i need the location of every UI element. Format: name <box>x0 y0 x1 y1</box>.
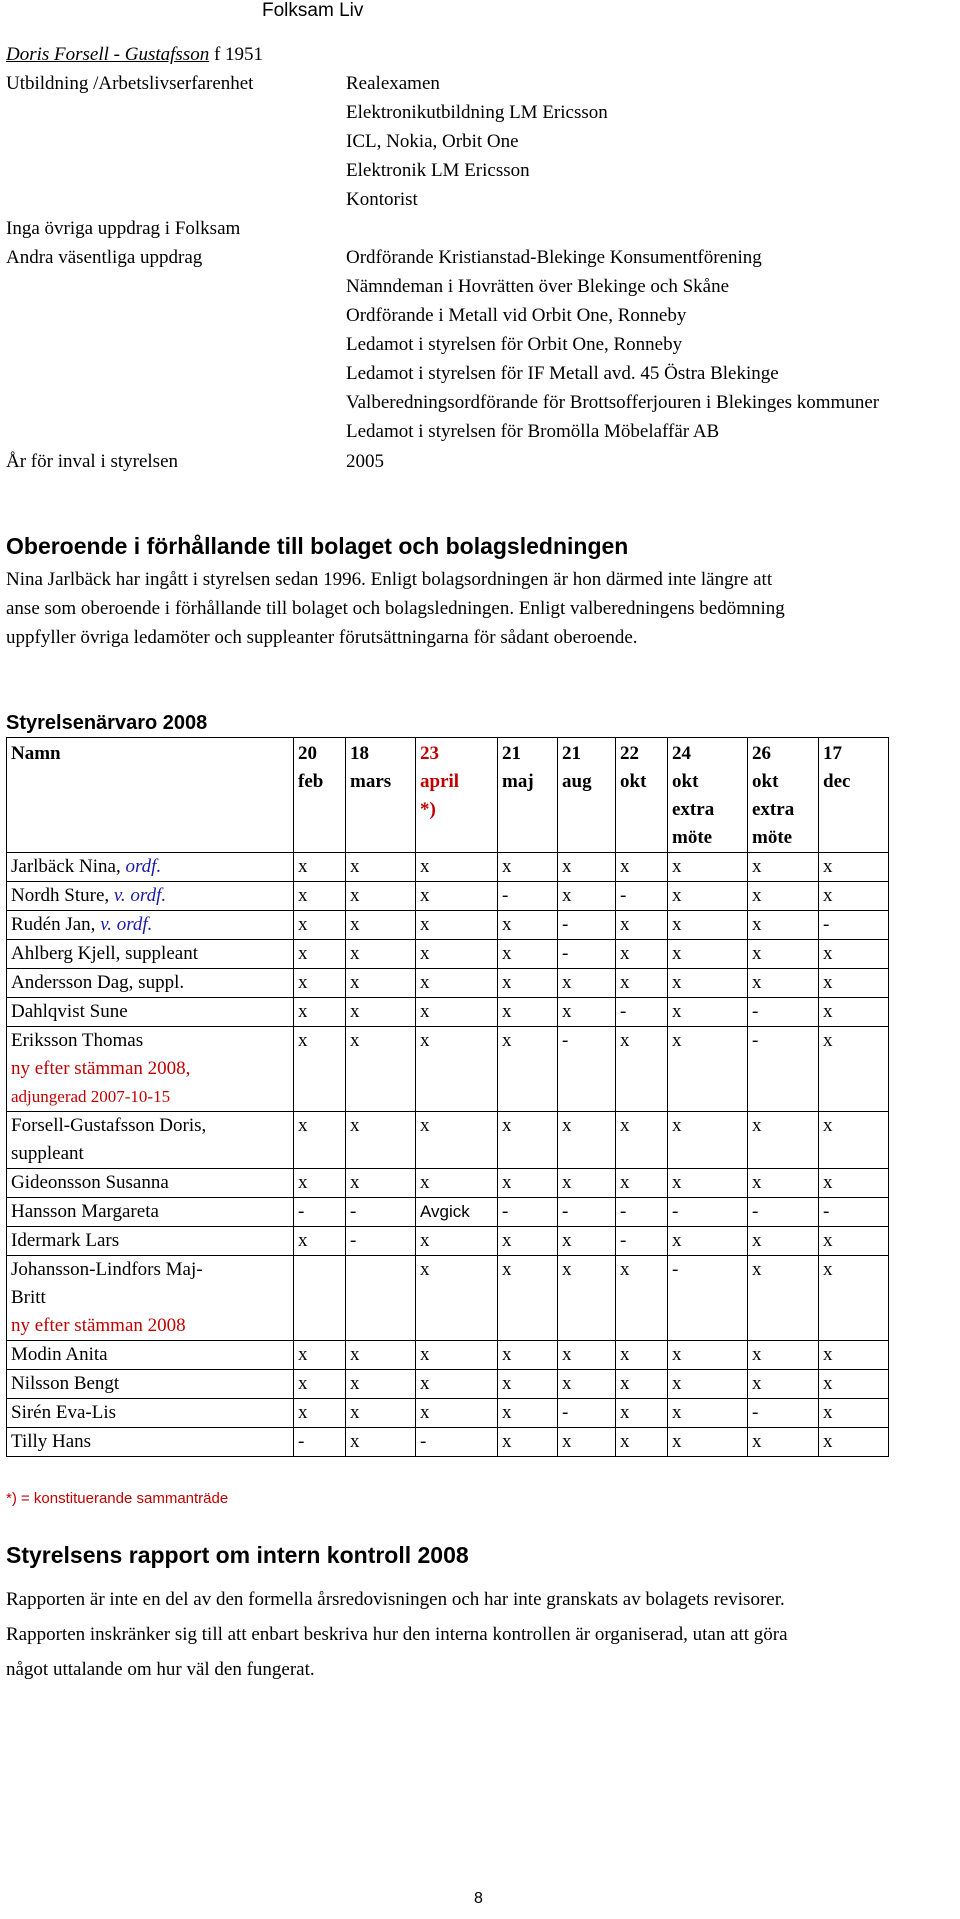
education-item: ICL, Nokia, Orbit One <box>346 131 519 152</box>
header-note: möte <box>752 827 793 848</box>
attendance-cell: x <box>748 1256 819 1341</box>
attendance-cell: x <box>498 1256 558 1341</box>
attendance-cell: x <box>819 998 889 1027</box>
attendance-cell: x <box>668 1112 748 1169</box>
header-month: dec <box>823 771 851 792</box>
member-name-cell <box>7 911 294 940</box>
attendance-cell: x <box>616 1027 668 1112</box>
attendance-cell: x <box>819 882 889 911</box>
table-row <box>7 1112 889 1169</box>
page-header-title: Folksam Liv <box>262 0 364 21</box>
attendance-cell: - <box>748 998 819 1027</box>
attendance-cell: x <box>668 1227 748 1256</box>
header-meeting-7 <box>668 738 748 853</box>
other-assignments-label: Andra väsentliga uppdrag <box>6 247 203 268</box>
header-note: möte <box>672 827 713 848</box>
header-meeting-1 <box>294 738 346 853</box>
member-name-cell <box>7 1428 294 1457</box>
attendance-cell: x <box>748 1370 819 1399</box>
header-meeting-3 <box>416 738 498 853</box>
attendance-cell: x <box>416 1169 498 1198</box>
member-name: Andersson Dag, suppl. <box>11 972 185 993</box>
attendance-cell: x <box>498 1112 558 1169</box>
member-name: Eriksson Thomas <box>11 1030 144 1051</box>
attendance-cell: x <box>346 940 416 969</box>
attendance-cell: - <box>558 1027 616 1112</box>
member-name-line <box>11 853 289 881</box>
attendance-cell: x <box>346 1169 416 1198</box>
header-month: feb <box>298 771 324 792</box>
other-folksam-text: Inga övriga uppdrag i Folksam <box>6 218 241 239</box>
header-note: extra <box>752 799 795 820</box>
member-name-cell <box>7 969 294 998</box>
attendance-cell: x <box>748 882 819 911</box>
attendance-cell: x <box>346 1112 416 1169</box>
attendance-cell: x <box>416 1227 498 1256</box>
member-name-cell <box>7 1227 294 1256</box>
attendance-cell: x <box>616 969 668 998</box>
header-day: 26 <box>752 743 771 764</box>
attendance-cell: x <box>819 1112 889 1169</box>
attendance-cell: x <box>294 1227 346 1256</box>
attendance-cell: x <box>819 1370 889 1399</box>
member-role: v. ordf. <box>113 885 167 906</box>
attendance-cell: x <box>558 1227 616 1256</box>
table-row <box>7 940 889 969</box>
attendance-cell: x <box>416 911 498 940</box>
attendance-cell: x <box>748 1428 819 1457</box>
attendance-cell: x <box>294 998 346 1027</box>
member-name: Modin Anita <box>11 1344 108 1365</box>
attendance-cell: - <box>558 1399 616 1428</box>
attendance-cell: x <box>668 1341 748 1370</box>
attendance-cell: x <box>558 853 616 882</box>
member-name: Hansson Margareta <box>11 1201 159 1222</box>
member-note: ny efter stämman 2008, <box>11 1058 191 1079</box>
attendance-cell: x <box>819 940 889 969</box>
member-name-line <box>11 882 289 910</box>
attendance-cell: - <box>748 1198 819 1227</box>
attendance-cell: x <box>748 911 819 940</box>
attendance-footnote: *) = konstituerande sammanträde <box>6 1490 229 1507</box>
independence-line: Nina Jarlbäck har ingått i styrelsen sedan 1996. Enligt bolagsordningen är hon därmed inte längre att <box>6 569 773 590</box>
member-name: suppleant <box>11 1143 84 1164</box>
member-name-cell <box>7 1256 294 1341</box>
assignment-item: Valberedningsordförande för Brottsofferjouren i Blekinges kommuner <box>346 392 880 413</box>
attendance-cell: - <box>416 1428 498 1457</box>
attendance-cell: x <box>294 1169 346 1198</box>
header-month: okt <box>620 771 647 792</box>
member-name: Johansson-Lindfors Maj- <box>11 1259 203 1280</box>
attendance-cell: x <box>616 1341 668 1370</box>
profile-name: Doris Forsell - Gustafsson <box>6 44 210 65</box>
attendance-cell: x <box>558 1256 616 1341</box>
independence-title: Oberoende i förhållande till bolaget och bolagsledningen <box>6 533 629 559</box>
attendance-cell: - <box>346 1198 416 1227</box>
attendance-cell: x <box>346 1027 416 1112</box>
education-label: Utbildning /Arbetslivserfarenhet <box>6 73 254 94</box>
table-row <box>7 1341 889 1370</box>
member-name: Rudén Jan, <box>11 914 101 935</box>
header-day: 24 <box>672 743 691 764</box>
member-name-cell <box>7 1027 294 1112</box>
member-name-cell <box>7 940 294 969</box>
header-month: april <box>420 771 460 792</box>
member-name: Nilsson Bengt <box>11 1373 120 1394</box>
member-role: v. ordf. <box>100 914 153 935</box>
education-item: Kontorist <box>346 189 418 210</box>
table-row <box>7 969 889 998</box>
table-row <box>7 1169 889 1198</box>
attendance-cell: x <box>346 998 416 1027</box>
attendance-cell: - <box>819 911 889 940</box>
attendance-cell: x <box>346 1399 416 1428</box>
attendance-cell: x <box>294 911 346 940</box>
report-title: Styrelsens rapport om intern kontroll 2008 <box>6 1542 469 1568</box>
attendance-cell: x <box>346 1341 416 1370</box>
header-meeting-8 <box>748 738 819 853</box>
attendance-cell: x <box>819 1169 889 1198</box>
attendance-cell: x <box>416 1027 498 1112</box>
attendance-cell: x <box>416 1341 498 1370</box>
attendance-cell: x <box>558 1428 616 1457</box>
table-row <box>7 1227 889 1256</box>
attendance-cell: x <box>819 969 889 998</box>
assignment-item: Ordförande i Metall vid Orbit One, Ronneby <box>346 305 687 326</box>
attendance-cell: x <box>558 969 616 998</box>
table-row <box>7 911 889 940</box>
attendance-cell: x <box>498 1169 558 1198</box>
attendance-cell: x <box>748 940 819 969</box>
attendance-cell: x <box>498 940 558 969</box>
attendance-cell: x <box>819 1341 889 1370</box>
header-day: 21 <box>502 743 521 764</box>
attendance-cell: - <box>498 882 558 911</box>
attendance-cell: - <box>616 1198 668 1227</box>
attendance-cell: x <box>498 1227 558 1256</box>
attendance-cell: x <box>819 1027 889 1112</box>
attendance-cell: x <box>668 940 748 969</box>
attendance-cell: x <box>616 1370 668 1399</box>
member-name-cell <box>7 1198 294 1227</box>
report-line: Rapporten är inte en del av den formella årsredovisningen och har inte granskats av bolagets revisorer. <box>6 1589 785 1610</box>
member-name: Dahlqvist Sune <box>11 1001 128 1022</box>
attendance-cell: x <box>346 882 416 911</box>
member-name: Forsell-Gustafsson Doris, <box>11 1115 207 1136</box>
table-row <box>7 882 889 911</box>
profile-heading <box>6 44 263 66</box>
attendance-cell: - <box>616 998 668 1027</box>
attendance-cell: - <box>748 1399 819 1428</box>
header-month: okt <box>752 771 779 792</box>
attendance-cell: x <box>294 882 346 911</box>
attendance-cell: x <box>819 1399 889 1428</box>
header-meeting-4 <box>498 738 558 853</box>
attendance-cell: x <box>748 1341 819 1370</box>
attendance-cell: x <box>616 940 668 969</box>
attendance-cell: x <box>294 969 346 998</box>
header-note: *) <box>420 799 436 820</box>
table-row <box>7 1198 889 1227</box>
attendance-cell: x <box>616 853 668 882</box>
member-name: Gideonsson Susanna <box>11 1172 169 1193</box>
independence-line: anse som oberoende i förhållande till bolaget och bolagsledningen. Enligt valberedningens bedömning <box>6 598 785 619</box>
education-item: Elektronikutbildning LM Ericsson <box>346 102 608 123</box>
attendance-cell: x <box>668 1370 748 1399</box>
attendance-cell: - <box>616 882 668 911</box>
attendance-cell: x <box>416 969 498 998</box>
attendance-cell: x <box>558 882 616 911</box>
member-note: adjungerad 2007-10-15 <box>11 1087 171 1106</box>
attendance-cell: x <box>616 1256 668 1341</box>
member-name-cell <box>7 882 294 911</box>
table-row <box>7 1428 889 1457</box>
attendance-cell: x <box>616 1399 668 1428</box>
attendance-cell: x <box>346 1428 416 1457</box>
independence-text <box>6 565 951 652</box>
header-day: 17 <box>823 743 842 764</box>
attendance-cell: x <box>498 1428 558 1457</box>
attendance-cell: x <box>498 1027 558 1112</box>
member-name-cell <box>7 1169 294 1198</box>
attendance-cell: x <box>294 940 346 969</box>
attendance-cell: x <box>416 998 498 1027</box>
attendance-cell: x <box>668 1169 748 1198</box>
attendance-cell: x <box>616 1428 668 1457</box>
attendance-cell: x <box>498 1399 558 1428</box>
assignment-item: Ordförande Kristianstad-Blekinge Konsumentförening <box>346 247 762 268</box>
table-row <box>7 1370 889 1399</box>
assignment-item: Nämndeman i Hovrätten över Blekinge och Skåne <box>346 276 730 297</box>
attendance-cell: x <box>748 1169 819 1198</box>
attendance-cell: Avgick <box>416 1198 498 1227</box>
attendance-cell: x <box>748 1112 819 1169</box>
header-meeting-5 <box>558 738 616 853</box>
attendance-cell: x <box>416 853 498 882</box>
assignment-item: Ledamot i styrelsen för Bromölla Möbelaffär AB <box>346 421 720 442</box>
attendance-cell: x <box>819 853 889 882</box>
education-item: Elektronik LM Ericsson <box>346 160 530 181</box>
attendance-cell: - <box>616 1227 668 1256</box>
report-text <box>6 1582 951 1687</box>
attendance-cell: x <box>748 1227 819 1256</box>
header-month: aug <box>562 771 592 792</box>
member-name: Tilly Hans <box>11 1431 92 1452</box>
attendance-cell: x <box>748 853 819 882</box>
elected-year: 2005 <box>346 451 384 472</box>
attendance-cell: x <box>558 1341 616 1370</box>
member-name: Britt <box>11 1287 46 1308</box>
attendance-cell: x <box>819 1428 889 1457</box>
attendance-cell: x <box>498 969 558 998</box>
attendance-cell: x <box>668 1027 748 1112</box>
attendance-cell: - <box>294 1198 346 1227</box>
attendance-title: Styrelsenärvaro 2008 <box>6 712 208 734</box>
attendance-cell: x <box>416 940 498 969</box>
elected-label: År för inval i styrelsen <box>6 451 179 472</box>
attendance-cell: x <box>498 853 558 882</box>
attendance-cell <box>294 1256 346 1341</box>
attendance-cell: - <box>294 1428 346 1457</box>
attendance-cell: x <box>498 911 558 940</box>
header-name: Namn <box>7 738 294 853</box>
attendance-cell: - <box>498 1198 558 1227</box>
member-name: Idermark Lars <box>11 1230 120 1251</box>
member-name: Ahlberg Kjell, suppleant <box>11 943 198 964</box>
attendance-cell: - <box>819 1198 889 1227</box>
member-name: Jarlbäck Nina, <box>11 856 126 877</box>
attendance-cell: x <box>819 1227 889 1256</box>
independence-line: uppfyller övriga ledamöter och suppleanter förutsättningarna för sådant oberoende. <box>6 627 638 648</box>
attendance-cell: x <box>616 1112 668 1169</box>
header-note: extra <box>672 799 715 820</box>
attendance-cell: x <box>346 969 416 998</box>
attendance-cell: x <box>668 969 748 998</box>
attendance-cell: x <box>416 1370 498 1399</box>
attendance-cell: - <box>558 1198 616 1227</box>
attendance-cell: x <box>416 1399 498 1428</box>
attendance-header-row <box>7 738 889 853</box>
attendance-cell: x <box>294 1027 346 1112</box>
attendance-cell: - <box>346 1227 416 1256</box>
profile-birth: f 1951 <box>213 44 264 65</box>
member-name-cell <box>7 853 294 882</box>
header-day: 23 <box>420 743 439 764</box>
attendance-cell: x <box>819 1256 889 1341</box>
attendance-cell: x <box>346 853 416 882</box>
header-month: maj <box>502 771 534 792</box>
attendance-cell: x <box>498 998 558 1027</box>
member-name: Nordh Sture, <box>11 885 114 906</box>
attendance-cell: x <box>498 1341 558 1370</box>
member-name-cell <box>7 1370 294 1399</box>
header-day: 18 <box>350 743 369 764</box>
member-name-cell <box>7 1341 294 1370</box>
attendance-cell: x <box>558 998 616 1027</box>
header-meeting-6 <box>616 738 668 853</box>
member-role: ordf. <box>125 856 162 877</box>
table-row <box>7 1399 889 1428</box>
report-line: något uttalande om hur väl den fungerat. <box>6 1659 315 1680</box>
attendance-cell: - <box>668 1256 748 1341</box>
attendance-cell: x <box>416 882 498 911</box>
attendance-cell: x <box>616 911 668 940</box>
attendance-cell: - <box>668 1198 748 1227</box>
header-day: 22 <box>620 743 639 764</box>
attendance-cell: x <box>558 1169 616 1198</box>
table-row <box>7 853 889 882</box>
attendance-cell: - <box>558 911 616 940</box>
attendance-cell: x <box>668 1428 748 1457</box>
attendance-cell: x <box>294 853 346 882</box>
table-row <box>7 998 889 1027</box>
attendance-cell: x <box>294 1112 346 1169</box>
page-number: 8 <box>474 1890 483 1907</box>
header-meeting-2 <box>346 738 416 853</box>
member-note: ny efter stämman 2008 <box>11 1315 186 1336</box>
attendance-cell: x <box>616 1169 668 1198</box>
attendance-cell: x <box>668 853 748 882</box>
attendance-cell: x <box>668 911 748 940</box>
assignment-item: Ledamot i styrelsen för Orbit One, Ronneby <box>346 334 683 355</box>
attendance-cell: x <box>346 911 416 940</box>
attendance-cell: x <box>668 1399 748 1428</box>
member-name-cell <box>7 1399 294 1428</box>
attendance-table <box>6 737 889 1457</box>
table-row <box>7 1256 889 1341</box>
assignment-item: Ledamot i styrelsen för IF Metall avd. 45 Östra Blekinge <box>346 363 779 384</box>
header-meeting-9 <box>819 738 889 853</box>
member-name-cell <box>7 1112 294 1169</box>
header-month: okt <box>672 771 699 792</box>
member-name-cell <box>7 998 294 1027</box>
member-name-line <box>11 911 289 939</box>
education-item: Realexamen <box>346 73 440 94</box>
header-day: 21 <box>562 743 581 764</box>
report-line: Rapporten inskränker sig till att enbart beskriva hur den interna kontrollen är organiserad, utan att göra <box>6 1624 788 1645</box>
header-day: 20 <box>298 743 317 764</box>
attendance-cell: x <box>558 1112 616 1169</box>
header-month: mars <box>350 771 392 792</box>
attendance-cell: x <box>668 998 748 1027</box>
member-name: Sirén Eva-Lis <box>11 1402 117 1423</box>
attendance-cell: - <box>748 1027 819 1112</box>
attendance-cell: x <box>294 1370 346 1399</box>
attendance-cell: x <box>416 1112 498 1169</box>
attendance-cell: x <box>498 1370 558 1399</box>
attendance-cell <box>346 1256 416 1341</box>
attendance-cell: x <box>294 1341 346 1370</box>
attendance-cell: - <box>558 940 616 969</box>
attendance-cell: x <box>416 1256 498 1341</box>
attendance-cell: x <box>668 882 748 911</box>
table-row <box>7 1027 889 1112</box>
attendance-cell: x <box>558 1370 616 1399</box>
attendance-cell: x <box>294 1399 346 1428</box>
attendance-cell: x <box>748 969 819 998</box>
attendance-cell: x <box>346 1370 416 1399</box>
